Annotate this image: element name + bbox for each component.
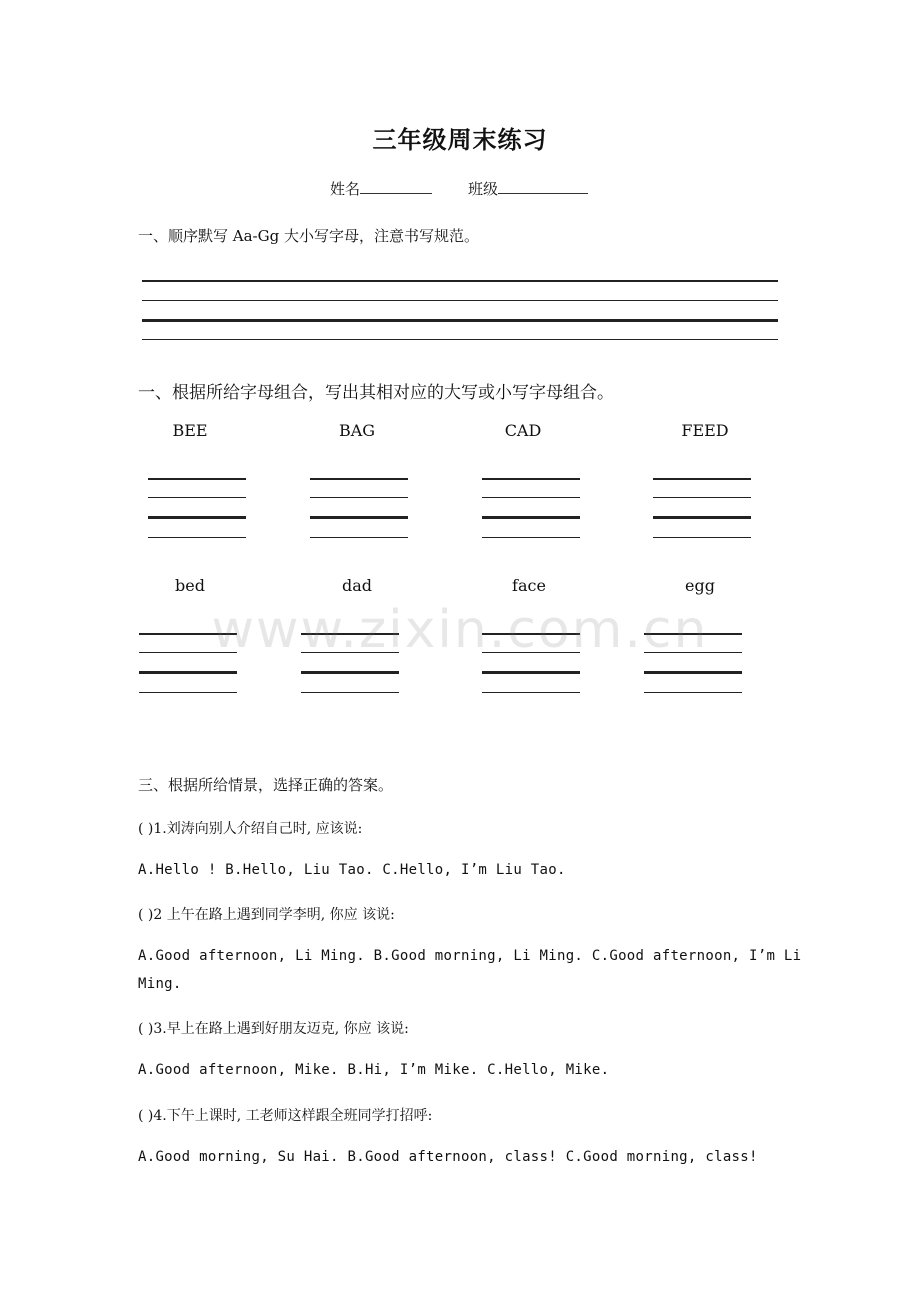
word-cad: CAD bbox=[504, 421, 542, 440]
word-bed: bed bbox=[175, 576, 205, 595]
word-bag: BAG bbox=[338, 421, 376, 440]
name-blank[interactable] bbox=[360, 179, 432, 194]
question-1-prompt: ( )1.刘涛向别人介绍自己时, 应该说: bbox=[138, 821, 363, 837]
name-label: 姓名 bbox=[330, 180, 361, 198]
writing-grid-cad[interactable] bbox=[482, 478, 580, 540]
word-face: face bbox=[512, 576, 546, 595]
page-title: 三年级周末练习 bbox=[372, 125, 548, 154]
writing-grid-section1[interactable] bbox=[142, 280, 778, 342]
section2-heading: 一、根据所给字母组合，写出其相对应的大写或小写字母组合。 bbox=[138, 383, 614, 403]
writing-grid-feed[interactable] bbox=[653, 478, 751, 540]
question-3-prompt: ( )3.早上在路上遇到好朋友迈克, 你应 该说: bbox=[138, 1021, 409, 1037]
word-egg: egg bbox=[685, 576, 715, 595]
word-bee: BEE bbox=[172, 421, 208, 440]
class-label: 班级 bbox=[468, 180, 499, 198]
class-field bbox=[468, 178, 588, 199]
question-3-options: A.Good afternoon, Mike. B.Hi, I’m Mike. C.Hello, Mike. bbox=[138, 1062, 610, 1078]
writing-grid-bag[interactable] bbox=[310, 478, 408, 540]
word-feed: FEED bbox=[681, 421, 729, 440]
writing-grid-bee[interactable] bbox=[148, 478, 246, 540]
question-2-options: A.Good afternoon, Li Ming. B.Good morning, Li Ming. C.Good afternoon, I’m Li bbox=[138, 948, 802, 964]
section1-heading: 一、顺序默写 Aa-Gg 大小写字母，注意书写规范。 bbox=[138, 227, 479, 245]
class-blank[interactable] bbox=[498, 179, 588, 194]
question-2-options-cont: Ming. bbox=[138, 976, 182, 992]
question-2-prompt: ( )2 上午在路上遇到同学李明, 你应 该说: bbox=[138, 907, 395, 923]
question-4-prompt: ( )4.下午上课时, 工老师这样跟全班同学打招呼: bbox=[138, 1108, 433, 1124]
word-dad: dad bbox=[341, 576, 373, 595]
watermark: www.zixin.com.cn bbox=[211, 600, 709, 660]
question-1-options: A.Hello ! B.Hello, Liu Tao. C.Hello, I’m Liu Tao. bbox=[138, 862, 566, 878]
section3-heading: 三、根据所给情景，选择正确的答案。 bbox=[138, 776, 394, 794]
question-4-options: A.Good morning, Su Hai. B.Good afternoon, class! C.Good morning, class! bbox=[138, 1149, 758, 1165]
name-field bbox=[330, 178, 432, 199]
